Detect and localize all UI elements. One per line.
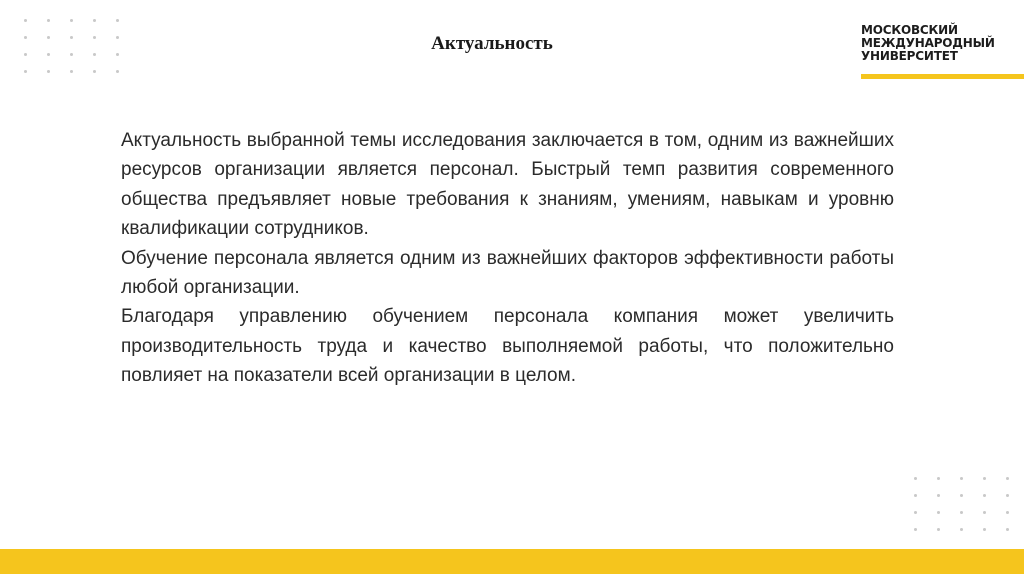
- logo-line-3: УНИВЕРСИТЕТ: [861, 49, 958, 63]
- logo-line-2: МЕЖДУНАРОДНЫЙ: [861, 36, 995, 50]
- body-paragraph-2: Обучение персонала является одним из важнейших факторов эффективности работы любой организации.: [121, 247, 894, 299]
- logo-underline-bar: [861, 74, 1024, 79]
- logo-line-1: МОСКОВСКИЙ: [861, 23, 958, 37]
- body-paragraph-1: Актуальность выбранной темы исследования заключается в том, одним из важнейших ресурсов организации является персонал. Быстрый темп развития современного общества предъявляет новые требования к знаниям, умениям, навыкам и уровню квалификации сотрудников.: [121, 130, 894, 240]
- logo-text: [861, 24, 1024, 63]
- decorative-dot-grid-bottom-right: [914, 477, 1010, 532]
- university-logo: [861, 24, 1024, 79]
- slide-title: Актуальность: [431, 33, 553, 54]
- bottom-accent-bar: [0, 549, 1024, 574]
- slide-body: [121, 126, 894, 391]
- body-paragraph-3: Благодаря управлению обучением персонала компания может увеличить производительность труда и качество выполняемой работы, что положительно повлияет на показатели всей организации в целом.: [121, 306, 894, 387]
